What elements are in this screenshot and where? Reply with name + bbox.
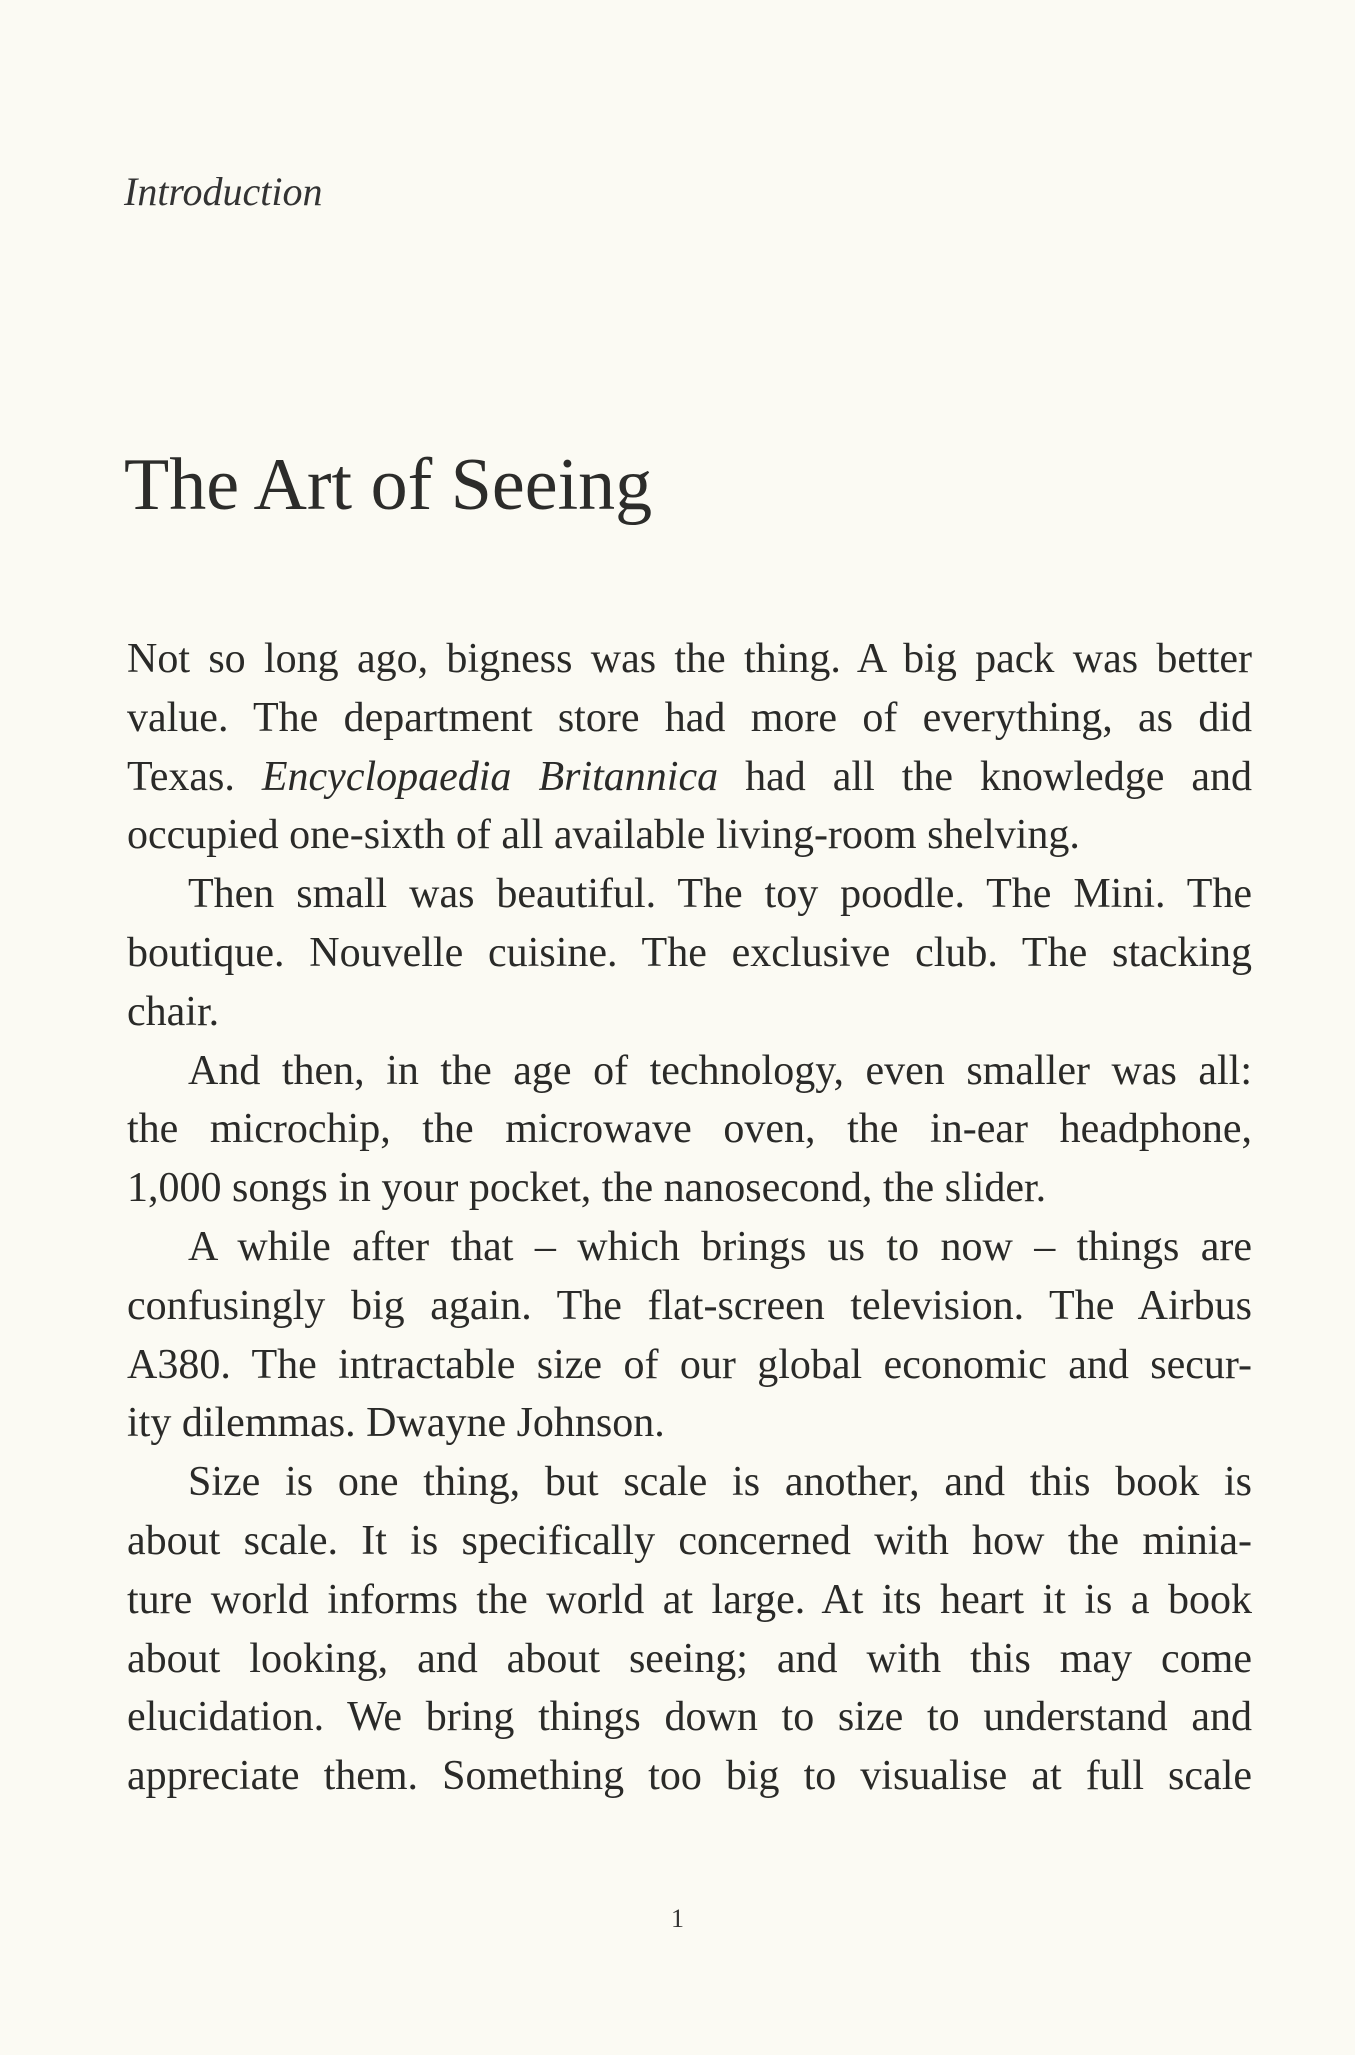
paragraph-line: confusingly big again. The flat-screen television. The Airbus xyxy=(127,1282,1252,1329)
chapter-title: The Art of Seeing xyxy=(124,444,653,526)
paragraph-line: about looking, and about seeing; and with this may come xyxy=(127,1635,1252,1682)
paragraph-line: Not so long ago, bigness was the thing. A big pack was better xyxy=(127,636,1252,682)
text-run: Texas. xyxy=(127,753,262,800)
paragraph-2 xyxy=(127,865,1252,1041)
paragraph-line: elucidation. We bring things down to size to understand and xyxy=(127,1694,1252,1741)
paragraph-line: Then small was beautiful. The toy poodle. The Mini. The xyxy=(188,871,1252,918)
section-label: Introduction xyxy=(124,169,323,214)
paragraph-4 xyxy=(127,1218,1252,1453)
book-title-italic: Encyclopaedia Britannica xyxy=(261,753,719,800)
page-number: 1 xyxy=(671,1904,684,1933)
paragraph-line: And then, in the age of technology, even smaller was all: xyxy=(188,1047,1252,1094)
paragraph-line: A while after that – which brings us to now – things are xyxy=(188,1223,1252,1270)
paragraph-line: occupied one-sixth of all available living-room shelving. xyxy=(127,812,1080,859)
paragraph-line: Size is one thing, but scale is another, and this book is xyxy=(188,1459,1252,1506)
paragraph-line: appreciate them. Something too big to visualise at full scale xyxy=(127,1753,1252,1800)
paragraph-line: 1,000 songs in your pocket, the nanosecond, the slider. xyxy=(127,1165,1047,1212)
paragraph-line: about scale. It is specifically concerned with how the minia- xyxy=(127,1517,1252,1564)
paragraph-5 xyxy=(127,1453,1252,1806)
body-text xyxy=(127,630,1252,1806)
paragraph-line: ity dilemmas. Dwayne Johnson. xyxy=(127,1400,665,1447)
paragraph-line: chair. xyxy=(127,988,220,1035)
paragraph-line xyxy=(127,748,1252,807)
paragraph-1 xyxy=(127,630,1252,865)
paragraph-line: boutique. Nouvelle cuisine. The exclusive club. The stacking xyxy=(127,929,1252,976)
paragraph-line: the microchip, the microwave oven, the in-ear headphone, xyxy=(127,1106,1252,1153)
paragraph-3 xyxy=(127,1042,1252,1218)
text-run: had all the knowledge and xyxy=(718,753,1252,800)
paragraph-line: ture world informs the world at large. At its heart it is a book xyxy=(127,1576,1252,1623)
paragraph-line: A380. The intractable size of our global economic and secur- xyxy=(127,1341,1252,1388)
paragraph-line: value. The department store had more of everything, as did xyxy=(127,694,1252,741)
